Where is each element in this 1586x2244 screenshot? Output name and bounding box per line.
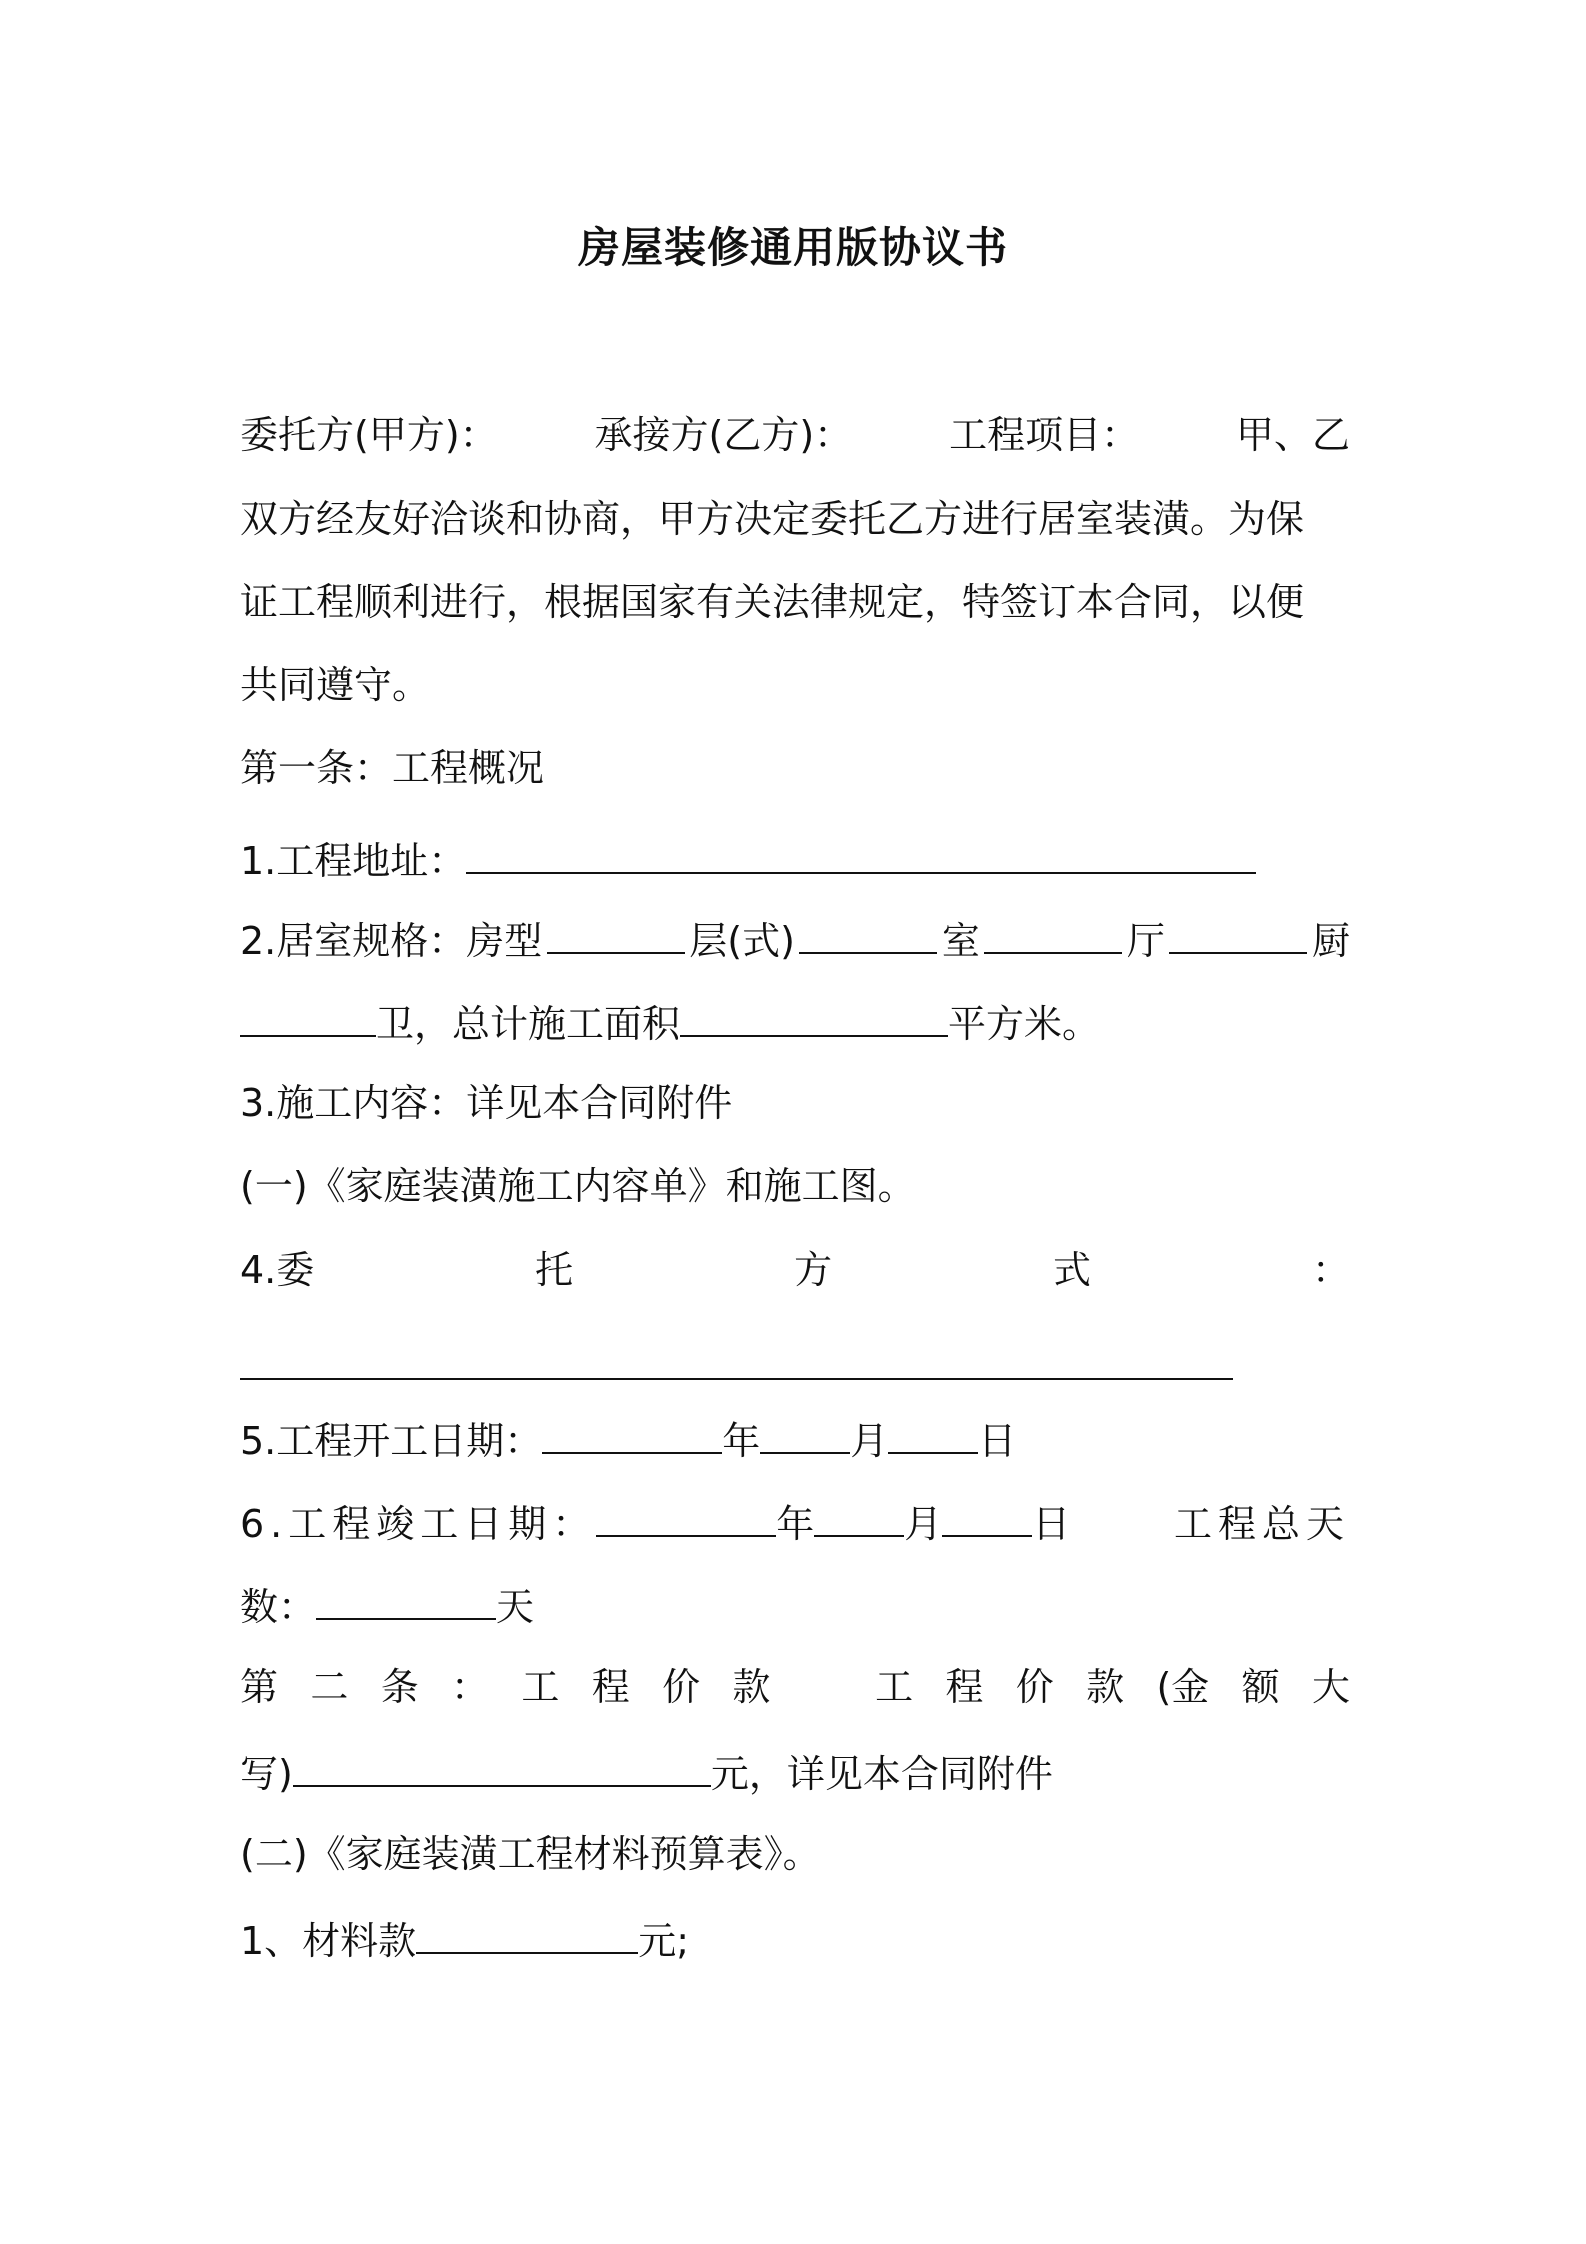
a2-char-4: ： bbox=[451, 1665, 490, 1709]
a2-char-5: 工 bbox=[521, 1665, 560, 1709]
a2-char-13: (金 bbox=[1156, 1665, 1210, 1709]
a2-char-14: 额 bbox=[1241, 1665, 1280, 1709]
material-cost-line bbox=[240, 1918, 1350, 1964]
start-date-line bbox=[240, 1418, 1350, 1464]
start-month-blank bbox=[760, 1418, 850, 1454]
area-blank bbox=[680, 1001, 948, 1037]
party-b-label: 承接方(乙方)： bbox=[594, 413, 853, 457]
address-line bbox=[240, 838, 1350, 884]
a2-char-3: 条 bbox=[380, 1665, 419, 1709]
commission-char-3: 方 bbox=[794, 1248, 833, 1292]
days-prefix: 数： bbox=[240, 1585, 317, 1630]
bath-area-label: 卫，总计施工面积 bbox=[376, 1002, 681, 1047]
intro-line-3: 证工程顺利进行，根据国家有关法律规定，特签订本合同，以便 bbox=[240, 580, 1305, 624]
days-blank bbox=[316, 1584, 496, 1620]
a2-char-15: 大 bbox=[1311, 1665, 1350, 1709]
days-unit: 天 bbox=[496, 1585, 535, 1630]
floor-label: 层(式) bbox=[689, 919, 795, 964]
kitchen-label: 厨 bbox=[1311, 919, 1350, 964]
price-prefix: 写) bbox=[240, 1752, 293, 1797]
price-suffix: 元，详见本合同附件 bbox=[710, 1752, 1053, 1797]
a2-char-10: 程 bbox=[945, 1665, 984, 1709]
project-label: 工程项目： bbox=[949, 413, 1140, 457]
commission-char-2: 托 bbox=[535, 1248, 574, 1292]
a2-char-11: 价 bbox=[1015, 1665, 1054, 1709]
room-label: 室 bbox=[941, 919, 980, 964]
price-blank bbox=[293, 1751, 711, 1787]
material-cost-blank bbox=[416, 1918, 638, 1954]
intro-line-4: 共同遵守。 bbox=[240, 663, 431, 707]
completion-date-label: 6.工程竣工日期： bbox=[240, 1502, 597, 1547]
address-label: 1.工程地址： bbox=[240, 839, 467, 884]
hall-label: 厅 bbox=[1126, 919, 1165, 964]
commission-char-1: 4.委 bbox=[240, 1248, 315, 1292]
start-day-label: 日 bbox=[978, 1419, 1017, 1464]
material-cost-suffix: 元; bbox=[638, 1919, 689, 1964]
room-blank bbox=[984, 918, 1122, 954]
end-year-blank bbox=[596, 1501, 776, 1537]
room-spec-label: 2.居室规格：房型 bbox=[240, 919, 543, 964]
a2-char-9: 工 bbox=[875, 1665, 914, 1709]
a2-char-12: 款 bbox=[1086, 1665, 1125, 1709]
material-budget-line: (二)《家庭装潢工程材料预算表》。 bbox=[240, 1832, 821, 1876]
area-unit: 平方米。 bbox=[948, 1002, 1101, 1047]
a2-char-1: 第 bbox=[240, 1665, 279, 1709]
floor-blank bbox=[799, 918, 937, 954]
end-month-label: 月 bbox=[904, 1502, 943, 1547]
start-date-label: 5.工程开工日期： bbox=[240, 1419, 543, 1464]
document-title: 房屋装修通用版协议书 bbox=[577, 223, 1008, 272]
price-uppercase-line bbox=[240, 1751, 1350, 1797]
intro-lead: 甲、乙 bbox=[1235, 413, 1350, 457]
bath-blank bbox=[240, 1001, 376, 1037]
end-day-blank bbox=[942, 1501, 1032, 1537]
material-cost-label: 1、材料款 bbox=[240, 1919, 417, 1964]
total-days-line bbox=[240, 1584, 1350, 1630]
a2-char-6: 程 bbox=[591, 1665, 630, 1709]
start-month-label: 月 bbox=[850, 1419, 889, 1464]
commission-method-blank bbox=[240, 1378, 1233, 1380]
bath-area-line bbox=[240, 1001, 1350, 1047]
completion-date-line bbox=[240, 1501, 1350, 1547]
room-type-blank bbox=[547, 918, 685, 954]
party-a-label: 委托方(甲方)： bbox=[240, 413, 498, 457]
address-blank bbox=[466, 838, 1256, 874]
article2-heading bbox=[240, 1665, 1350, 1709]
article1-heading: 第一条：工程概况 bbox=[240, 746, 545, 790]
start-year-label: 年 bbox=[722, 1419, 761, 1464]
a2-char-2: 二 bbox=[310, 1665, 349, 1709]
commission-char-4: 式 bbox=[1053, 1248, 1092, 1292]
end-month-blank bbox=[814, 1501, 904, 1537]
intro-line-2: 双方经友好洽谈和协商，甲方决定委托乙方进行居室装潢。为保 bbox=[240, 497, 1305, 541]
content-list-line: (一)《家庭装潢施工内容单》和施工图。 bbox=[240, 1164, 916, 1208]
start-day-blank bbox=[888, 1418, 978, 1454]
end-day-label: 日 bbox=[1032, 1502, 1071, 1547]
completion-date-group bbox=[240, 1501, 1071, 1547]
start-year-blank bbox=[542, 1418, 722, 1454]
construction-content-line: 3.施工内容：详见本合同附件 bbox=[240, 1081, 733, 1125]
end-year-label: 年 bbox=[776, 1502, 815, 1547]
intro-parties-line bbox=[240, 413, 1350, 457]
commission-method-line bbox=[240, 1248, 1350, 1292]
total-days-label: 工程总天 bbox=[1173, 1502, 1350, 1547]
commission-char-5: ： bbox=[1311, 1248, 1350, 1292]
a2-char-8: 款 bbox=[732, 1665, 771, 1709]
hall-blank bbox=[1169, 918, 1307, 954]
room-spec-line bbox=[240, 918, 1350, 964]
a2-char-7: 价 bbox=[662, 1665, 701, 1709]
